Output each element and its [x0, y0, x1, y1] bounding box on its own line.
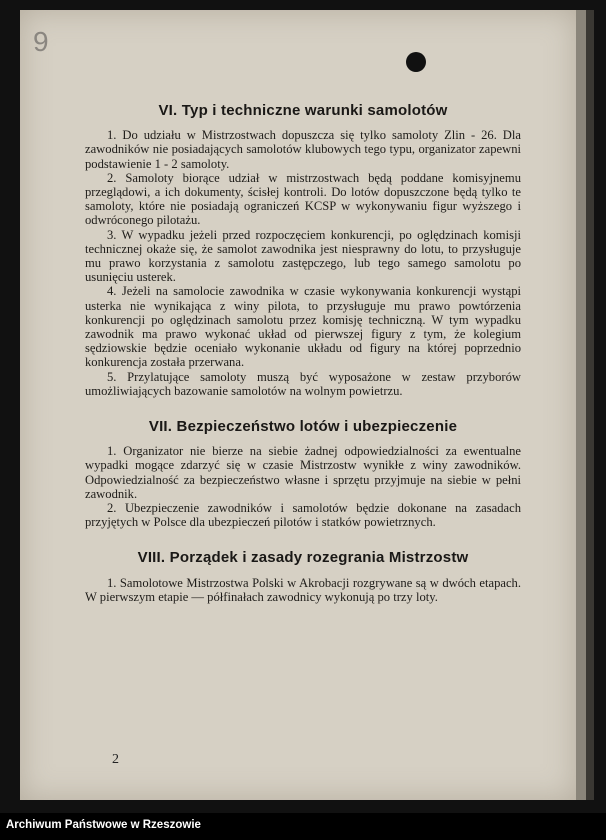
archive-footer-bar — [0, 813, 606, 840]
page-edge — [576, 10, 586, 800]
ink-blot — [406, 52, 426, 72]
section-title: VII. Bezpieczeństwo lotów i ubezpieczenie — [148, 418, 458, 436]
paragraph: 5. Przylatujące samoloty muszą być wyposażone w zestaw przyborów umożliwiających bazowanie samolotów na wolnym powietrzu. — [85, 369, 521, 398]
section-vi — [85, 104, 521, 398]
paragraph: 2. Samoloty biorące udział w mistrzostwach będą poddane komisyjnemu przeglądowi, a ich dokumenty, ścisłej kontroli. Do lotów dopuszczone będą tylko te samoloty, które nie posiadają ograniczeń KCSP w wykonywaniu figur wyższego i odwróconego pilotażu. — [85, 170, 521, 228]
paragraph: 1. Organizator nie bierze na siebie żadnej odpowiedzialności za ewentualne wypadki mogące zdarzyć się w czasie Mistrzostw wynikłe z winy zawodników. Odpowiedzialność za bezpieczeństwo własne i sprzętu przyjmuje na siebie w pełni zawodnik. — [85, 444, 521, 501]
paragraph: 1. Samolotowe Mistrzostwa Polski w Akrobacji rozgrywane są w dwóch etapach. W pierwszym etapie — półfinałach zawodnicy wykonują po trzy loty. — [85, 575, 521, 604]
section-title: VI. Typ i techniczne warunki samolotów — [158, 102, 448, 119]
paragraph: 4. Jeżeli na samolocie zawodnika w czasie wykonywania konkurencji wystąpi usterka nie wynikająca z winy pilota, to przysługuje mu prawo powtórzenia konkurencji po oględzinach samolotu przez komisję techniczną. W tym wypadku zawodnik ma prawo wykonać układ od pierwszej figury z tym, że kolegium sędziowskie będzie oceniało wykonanie układu od figury na której poprzednio konkurencja została przerwana. — [85, 284, 521, 370]
section-title: VIII. Porządek i zasady rozegrania Mistrzostw — [137, 549, 469, 567]
archive-footer-label: Archiwum Państwowe w Rzeszowie — [6, 819, 201, 831]
page-number: 2 — [112, 752, 119, 767]
document-body — [85, 104, 521, 626]
handwritten-page-mark: 9 — [33, 26, 49, 57]
paragraph: 1. Do udziału w Mistrzostwach dopuszcza się tylko samoloty Zlin - 26. Dla zawodników nie posiadających samolotów klubowych tego typu, organizator zapewni podstawienie 1 - 2 samoloty. — [85, 128, 521, 171]
paragraph: 2. Ubezpieczenie zawodników i samolotów będzie dokonane na zasadach przyjętych w Polsce dla ubezpieczeń pilotów i statków powietrznych. — [85, 501, 521, 530]
section-viii — [85, 551, 521, 604]
page-edge-shadow — [586, 10, 594, 800]
paragraph: 3. W wypadku jeżeli przed rozpoczęciem konkurencji, po oględzinach komisji technicznej okaże się, że samolot zawodnika jest niesprawny do lotu, to przysługuje mu prawo korzystania z samolotu zastępczego, lub tego samego samolotu po usunięciu usterek. — [85, 227, 521, 285]
section-vii — [85, 420, 521, 529]
